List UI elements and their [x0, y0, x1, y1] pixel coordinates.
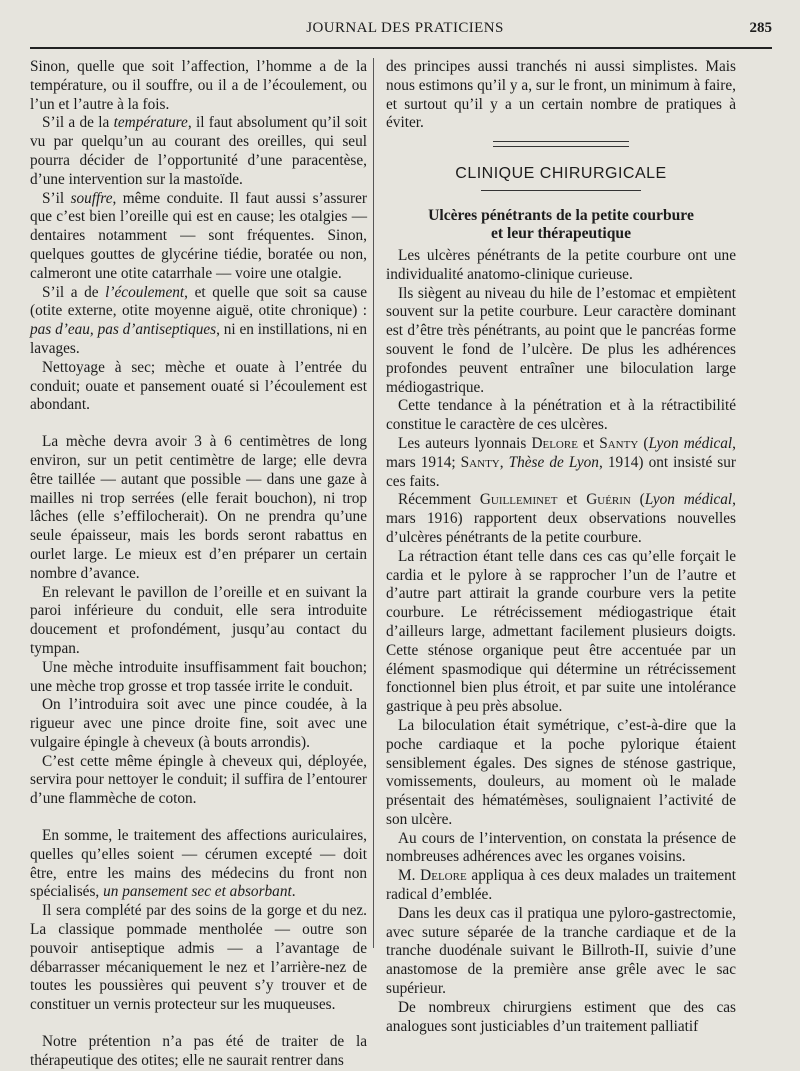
paragraph: Notre prétention n’a pas été de traiter de la thérapeutique des otites; elle ne saurait rentrer dans [30, 1033, 367, 1069]
paragraph: Ils siègent au niveau du hile de l’estomac et empiètent souvent sur la petite courbure. Leur caractère dominant est d’être très pénétrants, au point que le pancréas forme souvent le fond de l’ulcère. De plus les adhérences profondes peuvent entraîner une biloculation large médiogastrique. [386, 284, 736, 396]
paragraph: La rétraction étant telle dans ces cas qu’elle forçait le cardia et le pylore à se rapprocher l’un de l’autre et d’autre part attirait la grande courbure vers la petite courbure. Le rétrécissement médiogastrique était d’ailleurs large, admettant facilement plusieurs doigts. Cette sténose organique peut être accentuée par un élément spasmodique qui détermine un rétrécissement fonctionnel bien plus étroit, et par suite une intolérance gastrique à peu près absolue. [386, 547, 736, 716]
paragraph: Une mèche introduite insuffisamment fait bouchon; une mèche trop grosse et trop tassée irrite le conduit. [30, 658, 367, 695]
paragraph: M. Delore appliqua à ces deux malades un traitement radical d’emblée. [386, 867, 736, 904]
header-rule [30, 47, 772, 49]
paragraph: Au cours de l’intervention, on constata la présence de nombreuses adhérences avec les organes voisins. [386, 829, 736, 866]
paragraph: Les auteurs lyonnais Delore et Santy (Lyon médical, mars 1914; Santy, Thèse de Lyon, 1914) ont insisté sur ces faits. [386, 434, 736, 490]
column-divider [373, 58, 374, 948]
paragraph: Il sera complété par des soins de la gorge et du nez. La classique pommade mentholée — outre son pouvoir antiseptique admis — a l’avantage de débarrasser mécaniquement le nez et l’arrière-nez de toutes les poussières qui peuvent s’y trouver et de constituer un vernis protecteur sur les muqueuses. [30, 902, 367, 1014]
paragraph: On l’introduira soit avec une pince coudée, à la rigueur avec une pince droite fine, soit avec une vulgaire épingle à cheveux (à bouts arrondis). [30, 696, 367, 751]
paragraph: Nettoyage à sec; mèche et ouate à l’entrée du conduit; ouate et pansement ouaté si l’écoulement est abondant. [30, 358, 367, 414]
right-column [386, 58, 736, 1036]
paragraph: S’il a de l’écoulement, et quelle que soit sa cause (otite externe, otite moyenne aiguë, otite chronique) : pas d’eau, pas d’antiseptiques, ni en instillations, ni en lavages. [30, 283, 367, 357]
paragraph: La biloculation était symétrique, c’est-à-dire que la poche cardiaque et la poche pylorique étaient sensiblement égales. Des signes de sténose gastrique, vomissements, douleurs, au moment où le malade présentait des hématémèses, soulignaient l’activité de son ulcère. [386, 716, 736, 828]
section-title-rule [481, 190, 641, 191]
paragraph: Sinon, quelle que soit l’affection, l’homme a de la température, ou il souffre, ou il a de l’écoulement, ou l’un et l’autre à la fois. [30, 58, 367, 113]
paragraph: De nombreux chirurgiens estiment que des cas analogues sont justiciables d’un traitement palliatif [386, 998, 736, 1035]
page-header [30, 20, 780, 40]
section-separator [493, 141, 629, 147]
page-number: 285 [749, 20, 772, 36]
paragraph: En somme, le traitement des affections auriculaires, quelles qu’elles soient — cérumen excepté — doit être, entre les mains des médecins du front non spécialisés, un pansement sec et absorbant. [30, 827, 367, 901]
journal-title: JOURNAL DES PRATICIENS [306, 20, 504, 36]
paragraph: Les ulcères pénétrants de la petite courbure ont une individualité anatomo-clinique curieuse. [386, 246, 736, 283]
article-title-line2: et leur thérapeutique [490, 224, 632, 242]
paragraph: La mèche devra avoir 3 à 6 centimètres de long environ, sur un petit centimètre de large; elle devra être taillée — autant que possible — dans une gaze à mailles ni trop serrées (elle ferait bouchon), ni trop lâches (elle s’effilocherait). On ne prendra qu’une seule épaisseur, mais les bords seront rabattus en ourlet large. Le mieux est d’en préparer un certain nombre d’avance. [30, 433, 367, 582]
paragraph: S’il a de la température, il faut absolument qu’il soit vu par quelqu’un au courant des oreilles, qui seul pourra décider de l’opportunité d’une paracentèse, d’une intervention sur la mastoïde. [30, 114, 368, 188]
paragraph: Cette tendance à la pénétration et à la rétractibilité constitue le caractère de ces ulcères. [386, 397, 736, 434]
article-title-line1: Ulcères pénétrants de la petite courbure [428, 206, 694, 224]
section-title: CLINIQUE CHIRURGICALE [455, 165, 667, 183]
left-column [30, 58, 367, 1071]
paragraph: En relevant le pavillon de l’oreille et en suivant la paroi inférieure du conduit, elle sera introduite doucement et profondément, jusqu’au contact du tympan. [30, 583, 367, 657]
paragraph: Dans les deux cas il pratiqua une pyloro-gastrectomie, avec suture séparée de la tranche cardiaque et de la tranche duodénale suivant le Billroth-II, suivie d’une anastomose de la première anse grêle avec le sac supérieur. [386, 904, 736, 998]
paragraph: Récemment Guilleminet et Guérin (Lyon médical, mars 1916) rapportent deux observations nouvelles d’ulcères pénétrants de la petite courbure. [386, 491, 736, 546]
intro-paragraph: des principes aussi tranchés ni aussi simplistes. Mais nous estimons qu’il y a, sur le front, un minimum à faire, et surtout qu’il y a un certain nombre de pratiques à éviter. [386, 58, 736, 132]
article-body [386, 247, 736, 1036]
paragraph: S’il souffre, même conduite. Il faut aussi s’assurer que c’est bien l’oreille qui est en cause; les otalgies — dentaires notamment — sont fréquentes. Sinon, quelques gouttes de glycérine tiédie, boratée ou non, calmeront une otite catarrhale — voire une otalgie. [30, 189, 367, 282]
article-title [386, 207, 736, 243]
paragraph: C’est cette même épingle à cheveux qui, déployée, servira pour nettoyer le conduit; il suffira de l’entourer d’une flammèche de coton. [30, 752, 367, 808]
